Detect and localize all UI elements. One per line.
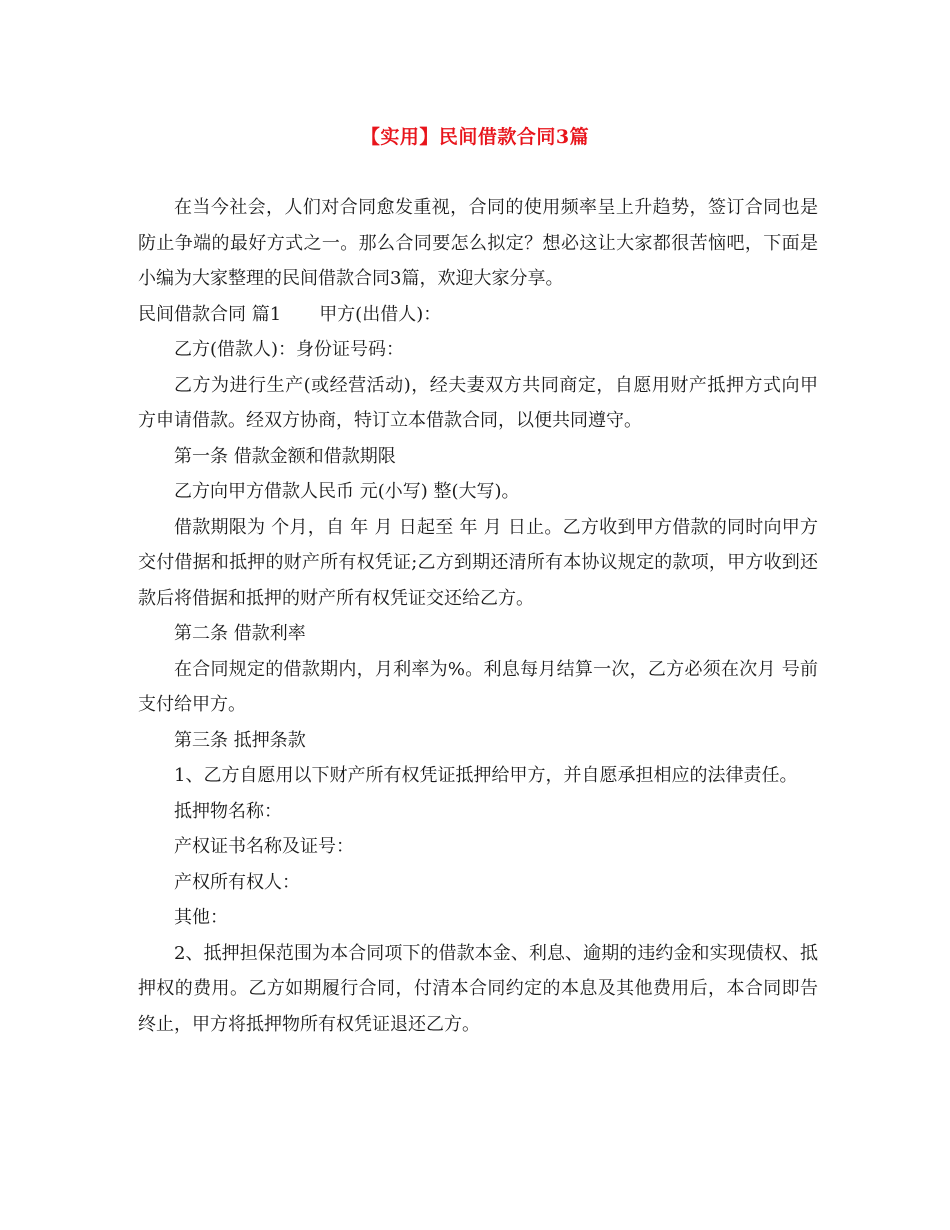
- document-body: [138, 190, 818, 1042]
- article-3-heading: 第三条 抵押条款: [174, 729, 306, 751]
- party-b-line: 乙方(借款人)：身份证号码：: [174, 339, 405, 360]
- paragraph: 1、乙方自愿用以下财产所有权凭证抵押给甲方，并自愿承担相应的法律责任。: [174, 765, 798, 786]
- paragraph: 借款期限为 个月，自 年 月 日起至 年 月 日止。乙方收到甲方借款的同时向甲方交付借据和抵押的财产所有权凭证;乙方到期还清所有本协议规定的款项，甲方收到还款后将借据和抵押的财产所有权凭证交还给乙方。: [138, 516, 818, 609]
- party-a-label: 甲方(出借人)：: [319, 303, 442, 325]
- paragraph: 2、抵押担保范围为本合同项下的借款本金、利息、逾期的违约金和实现债权、抵押权的费用。乙方如期履行合同，付清本合同约定的本息及其他费用后，本合同即告终止，甲方将抵押物所有权凭证退还乙方。: [138, 942, 818, 1035]
- document-title: 【实用】民间借款合同3篇: [360, 126, 590, 148]
- owner-field: 产权所有权人：: [174, 871, 300, 893]
- paragraph: 在合同规定的借款期内，月利率为%。利息每月结算一次，乙方必须在次月 号前支付给甲方。: [138, 658, 818, 715]
- article-2-heading: 第二条 借款利率: [174, 623, 306, 644]
- collateral-name-field: 抵押物名称：: [174, 800, 282, 822]
- intro-paragraph: 在当今社会，人们对合同愈发重视，合同的使用频率呈上升趋势，签订合同也是防止争端的最好方式之一。那么合同要怎么拟定？想必这让大家都很苦恼吧，下面是小编为大家整理的民间借款合同3篇，欢迎大家分享。: [138, 197, 818, 289]
- certificate-field: 产权证书名称及证号：: [174, 836, 354, 857]
- section-heading-line: [138, 297, 818, 333]
- paragraph: 乙方为进行生产(或经营活动)，经夫妻双方共同商定，自愿用财产抵押方式向甲方申请借款。经双方协商，特订立本借款合同，以便共同遵守。: [138, 374, 818, 431]
- article-1-heading: 第一条 借款金额和借款期限: [174, 445, 396, 467]
- other-field: 其他：: [174, 907, 228, 928]
- paragraph: 乙方向甲方借款人民币 元(小写) 整(大写)。: [174, 481, 520, 502]
- section-heading: 民间借款合同 篇1: [138, 303, 282, 325]
